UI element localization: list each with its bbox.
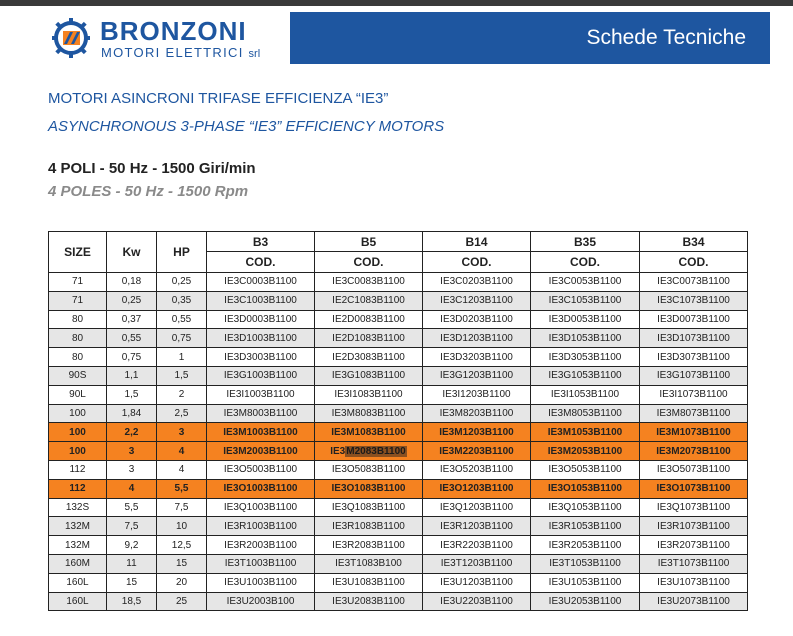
cell-code-b34: IE3T1073B1100	[640, 554, 748, 573]
cell-code-b5: IE3U2083B1100	[315, 592, 423, 611]
cell-code-b35: IE3R1053B1100	[531, 517, 640, 536]
cell-code-b34: IE3R2073B1100	[640, 536, 748, 555]
cell-code-b34: IE3Q1073B1100	[640, 498, 748, 517]
cell-code-b34: IE3U2073B1100	[640, 592, 748, 611]
cell-code-b34: IE3G1073B1100	[640, 366, 748, 385]
cell-code-b34: IE3R1073B1100	[640, 517, 748, 536]
cell-code-b35: IE3M1053B1100	[531, 423, 640, 442]
cod-header: COD.	[640, 252, 748, 273]
cell-code-b5: IE3O1083B1100	[315, 479, 423, 498]
cod-header: COD.	[531, 252, 640, 273]
cell-code-b5: IE3M1083B1100	[315, 423, 423, 442]
cell-code-b35: IE3T1053B1100	[531, 554, 640, 573]
cell-code-b5: IE3I1083B1100	[315, 385, 423, 404]
cell-code-b14: IE3R1203B1100	[423, 517, 531, 536]
cell-kw: 7,5	[107, 517, 157, 536]
table-row	[49, 366, 748, 385]
cell-kw: 2,2	[107, 423, 157, 442]
cell-size: 160L	[49, 573, 107, 592]
cell-kw: 0,75	[107, 348, 157, 367]
cell-code-b34: IE3I1073B1100	[640, 385, 748, 404]
poles-italian: 4 POLI - 50 Hz - 1500 Giri/min	[48, 160, 256, 177]
logo-area	[0, 12, 290, 64]
cell-size: 90S	[49, 366, 107, 385]
cell-code-b34: IE3M8073B1100	[640, 404, 748, 423]
header-kw: Kw	[107, 232, 157, 273]
cell-code-b35: IE3M2053B1100	[531, 442, 640, 461]
header-hp: HP	[157, 232, 207, 273]
cell-code-b35: IE3U1053B1100	[531, 573, 640, 592]
cell-code-b34: IE3O1073B1100	[640, 479, 748, 498]
brand-name: BRONZONI	[100, 16, 247, 46]
cell-hp: 2	[157, 385, 207, 404]
cell-code-b5: IE2C1083B1100	[315, 291, 423, 310]
cell-hp: 4	[157, 460, 207, 479]
cod-header: COD.	[207, 252, 315, 273]
cell-kw: 3	[107, 442, 157, 461]
cell-code-b5: IE3C0083B1100	[315, 273, 423, 292]
cell-size: 132M	[49, 536, 107, 555]
cell-code-b14: IE3U1203B1100	[423, 573, 531, 592]
cell-code-b14: IE3D0203B1100	[423, 310, 531, 329]
cod-header: COD.	[423, 252, 531, 273]
cell-code-b14: IE3R2203B1100	[423, 536, 531, 555]
cell-size: 90L	[49, 385, 107, 404]
cell-code-b35: IE3D3053B1100	[531, 348, 640, 367]
cell-text-prefix: IE3	[330, 445, 346, 457]
table-row	[49, 423, 748, 442]
cell-code-b5: IE3R2083B1100	[315, 536, 423, 555]
cell-code-b14: IE3G1203B1100	[423, 366, 531, 385]
title-italian: MOTORI ASINCRONI TRIFASE EFFICIENZA “IE3”	[48, 90, 389, 107]
cell-hp: 15	[157, 554, 207, 573]
cell-code-b35: IE3R2053B1100	[531, 536, 640, 555]
cell-code-b3: IE3G1003B1100	[207, 366, 315, 385]
cell-hp: 20	[157, 573, 207, 592]
cell-code-b3: IE3U1003B1100	[207, 573, 315, 592]
cell-hp: 0,35	[157, 291, 207, 310]
selected-text-highlight: M2083B1100	[346, 445, 406, 457]
table-row	[49, 404, 748, 423]
header-b35: B35	[531, 232, 640, 252]
cell-hp: 12,5	[157, 536, 207, 555]
cell-size: 112	[49, 479, 107, 498]
table-row	[49, 573, 748, 592]
cell-hp: 0,55	[157, 310, 207, 329]
cell-size: 71	[49, 273, 107, 292]
cell-hp: 2,5	[157, 404, 207, 423]
cell-code-b5: IE3R1083B1100	[315, 517, 423, 536]
cell-code-b5: IE2D0083B1100	[315, 310, 423, 329]
table-row	[49, 460, 748, 479]
brand-subtitle-text: MOTORI ELETTRICI	[101, 45, 244, 60]
table-row	[49, 554, 748, 573]
cell-code-b14: IE3C0203B1100	[423, 273, 531, 292]
cell-code-b14: IE3I1203B1100	[423, 385, 531, 404]
cell-size: 100	[49, 423, 107, 442]
spec-table	[48, 231, 748, 611]
cell-kw: 0,37	[107, 310, 157, 329]
cell-code-b5: IE3G1083B1100	[315, 366, 423, 385]
cell-hp: 25	[157, 592, 207, 611]
cell-code-b35: IE3G1053B1100	[531, 366, 640, 385]
cell-size: 100	[49, 442, 107, 461]
cell-size: 100	[49, 404, 107, 423]
cell-hp: 10	[157, 517, 207, 536]
cell-kw: 11	[107, 554, 157, 573]
cell-code-b34: IE3D3073B1100	[640, 348, 748, 367]
table-body	[49, 273, 748, 611]
cell-code-b3: IE3C0003B1100	[207, 273, 315, 292]
cell-code-b14: IE3T1203B1100	[423, 554, 531, 573]
cell-code-b3: IE3D1003B1100	[207, 329, 315, 348]
header-b3: B3	[207, 232, 315, 252]
table-row	[49, 348, 748, 367]
cell-kw: 1,5	[107, 385, 157, 404]
cell-code-b35: IE3C1053B1100	[531, 291, 640, 310]
table-row	[49, 291, 748, 310]
cell-code-b14: IE3O1203B1100	[423, 479, 531, 498]
cell-kw: 4	[107, 479, 157, 498]
table-row	[49, 479, 748, 498]
cell-size: 160M	[49, 554, 107, 573]
cell-hp: 0,25	[157, 273, 207, 292]
cell-code-b3: IE3R1003B1100	[207, 517, 315, 536]
cell-size: 112	[49, 460, 107, 479]
cell-code-b14: IE3D1203B1100	[423, 329, 531, 348]
table-row	[49, 442, 748, 461]
cell-kw: 0,55	[107, 329, 157, 348]
cell-code-b14: IE3U2203B1100	[423, 592, 531, 611]
brand-subtitle	[101, 45, 260, 60]
table-row	[49, 310, 748, 329]
cell-hp: 4	[157, 442, 207, 461]
header-banner	[0, 12, 770, 64]
cell-code-b34: IE3M2073B1100	[640, 442, 748, 461]
cell-code-b35: IE3I1053B1100	[531, 385, 640, 404]
table-row	[49, 273, 748, 292]
cell-code-b35: IE3U2053B1100	[531, 592, 640, 611]
cell-code-b3: IE3Q1003B1100	[207, 498, 315, 517]
cell-hp: 1	[157, 348, 207, 367]
cell-hp: 3	[157, 423, 207, 442]
cell-kw: 9,2	[107, 536, 157, 555]
cell-code-b5: IE3M8083B1100	[315, 404, 423, 423]
header-size: SIZE	[49, 232, 107, 273]
cell-code-b35: IE3D0053B1100	[531, 310, 640, 329]
cell-code-b14: IE3M1203B1100	[423, 423, 531, 442]
cell-size: 160L	[49, 592, 107, 611]
gear-logo-icon	[50, 18, 92, 58]
cell-kw: 0,18	[107, 273, 157, 292]
cell-size: 71	[49, 291, 107, 310]
cell-code-b14: IE3D3203B1100	[423, 348, 531, 367]
banner-title: Schede Tecniche	[586, 26, 746, 49]
cell-code-b35: IE3M8053B1100	[531, 404, 640, 423]
header-b34: B34	[640, 232, 748, 252]
cell-code-b3: IE3D0003B1100	[207, 310, 315, 329]
cell-code-b35: IE3O5053B1100	[531, 460, 640, 479]
cell-code-b14: IE3Q1203B1100	[423, 498, 531, 517]
table-row	[49, 536, 748, 555]
cell-code-b35: IE3D1053B1100	[531, 329, 640, 348]
title-english: ASYNCHRONOUS 3-PHASE “IE3” EFFICIENCY MOTORS	[48, 118, 445, 135]
cell-size: 80	[49, 348, 107, 367]
cell-code-b34: IE3O5073B1100	[640, 460, 748, 479]
cell-kw: 15	[107, 573, 157, 592]
cell-code-b5	[315, 442, 423, 461]
cell-code-b35: IE3O1053B1100	[531, 479, 640, 498]
table-row	[49, 517, 748, 536]
cell-code-b34: IE3D0073B1100	[640, 310, 748, 329]
cell-code-b34: IE3C1073B1100	[640, 291, 748, 310]
header-b14: B14	[423, 232, 531, 252]
cell-code-b35: IE3Q1053B1100	[531, 498, 640, 517]
cell-code-b5: IE2D1083B1100	[315, 329, 423, 348]
cell-code-b3: IE3D3003B1100	[207, 348, 315, 367]
header-b5: B5	[315, 232, 423, 252]
cell-hp: 5,5	[157, 479, 207, 498]
cell-code-b3: IE3M1003B1100	[207, 423, 315, 442]
cell-code-b5: IE3Q1083B1100	[315, 498, 423, 517]
cell-size: 80	[49, 310, 107, 329]
cell-code-b14: IE3M8203B1100	[423, 404, 531, 423]
cell-code-b3: IE3R2003B1100	[207, 536, 315, 555]
cell-code-b34: IE3M1073B1100	[640, 423, 748, 442]
cell-code-b34: IE3C0073B1100	[640, 273, 748, 292]
cell-code-b3: IE3O5003B1100	[207, 460, 315, 479]
cell-kw: 1,84	[107, 404, 157, 423]
table-row	[49, 329, 748, 348]
cell-code-b3: IE3I1003B1100	[207, 385, 315, 404]
cell-code-b34: IE3U1073B1100	[640, 573, 748, 592]
cell-code-b5: IE2D3083B1100	[315, 348, 423, 367]
cell-kw: 3	[107, 460, 157, 479]
poles-english: 4 POLES - 50 Hz - 1500 Rpm	[48, 183, 249, 200]
cell-code-b35: IE3C0053B1100	[531, 273, 640, 292]
cell-hp: 1,5	[157, 366, 207, 385]
cell-code-b5: IE3U1083B1100	[315, 573, 423, 592]
cell-kw: 0,25	[107, 291, 157, 310]
cell-hp: 0,75	[157, 329, 207, 348]
cell-code-b14: IE3M2203B1100	[423, 442, 531, 461]
cell-kw: 18,5	[107, 592, 157, 611]
cell-size: 132M	[49, 517, 107, 536]
cell-size: 132S	[49, 498, 107, 517]
cell-kw: 1,1	[107, 366, 157, 385]
cell-code-b14: IE3C1203B1100	[423, 291, 531, 310]
table-row	[49, 385, 748, 404]
cell-size: 80	[49, 329, 107, 348]
cell-code-b3: IE3U2003B100	[207, 592, 315, 611]
cell-code-b5: IE3T1083B100	[315, 554, 423, 573]
cell-code-b3: IE3M2003B1100	[207, 442, 315, 461]
cell-kw: 5,5	[107, 498, 157, 517]
cell-code-b3: IE3T1003B1100	[207, 554, 315, 573]
cod-header: COD.	[315, 252, 423, 273]
table-row	[49, 498, 748, 517]
cell-code-b34: IE3D1073B1100	[640, 329, 748, 348]
cell-code-b14: IE3O5203B1100	[423, 460, 531, 479]
cell-code-b3: IE3O1003B1100	[207, 479, 315, 498]
brand-suffix: srl	[248, 48, 261, 60]
cell-hp: 7,5	[157, 498, 207, 517]
cell-code-b3: IE3M8003B1100	[207, 404, 315, 423]
table-row	[49, 592, 748, 611]
cell-code-b5: IE3O5083B1100	[315, 460, 423, 479]
table-header-row	[49, 232, 748, 252]
cell-code-b3: IE3C1003B1100	[207, 291, 315, 310]
